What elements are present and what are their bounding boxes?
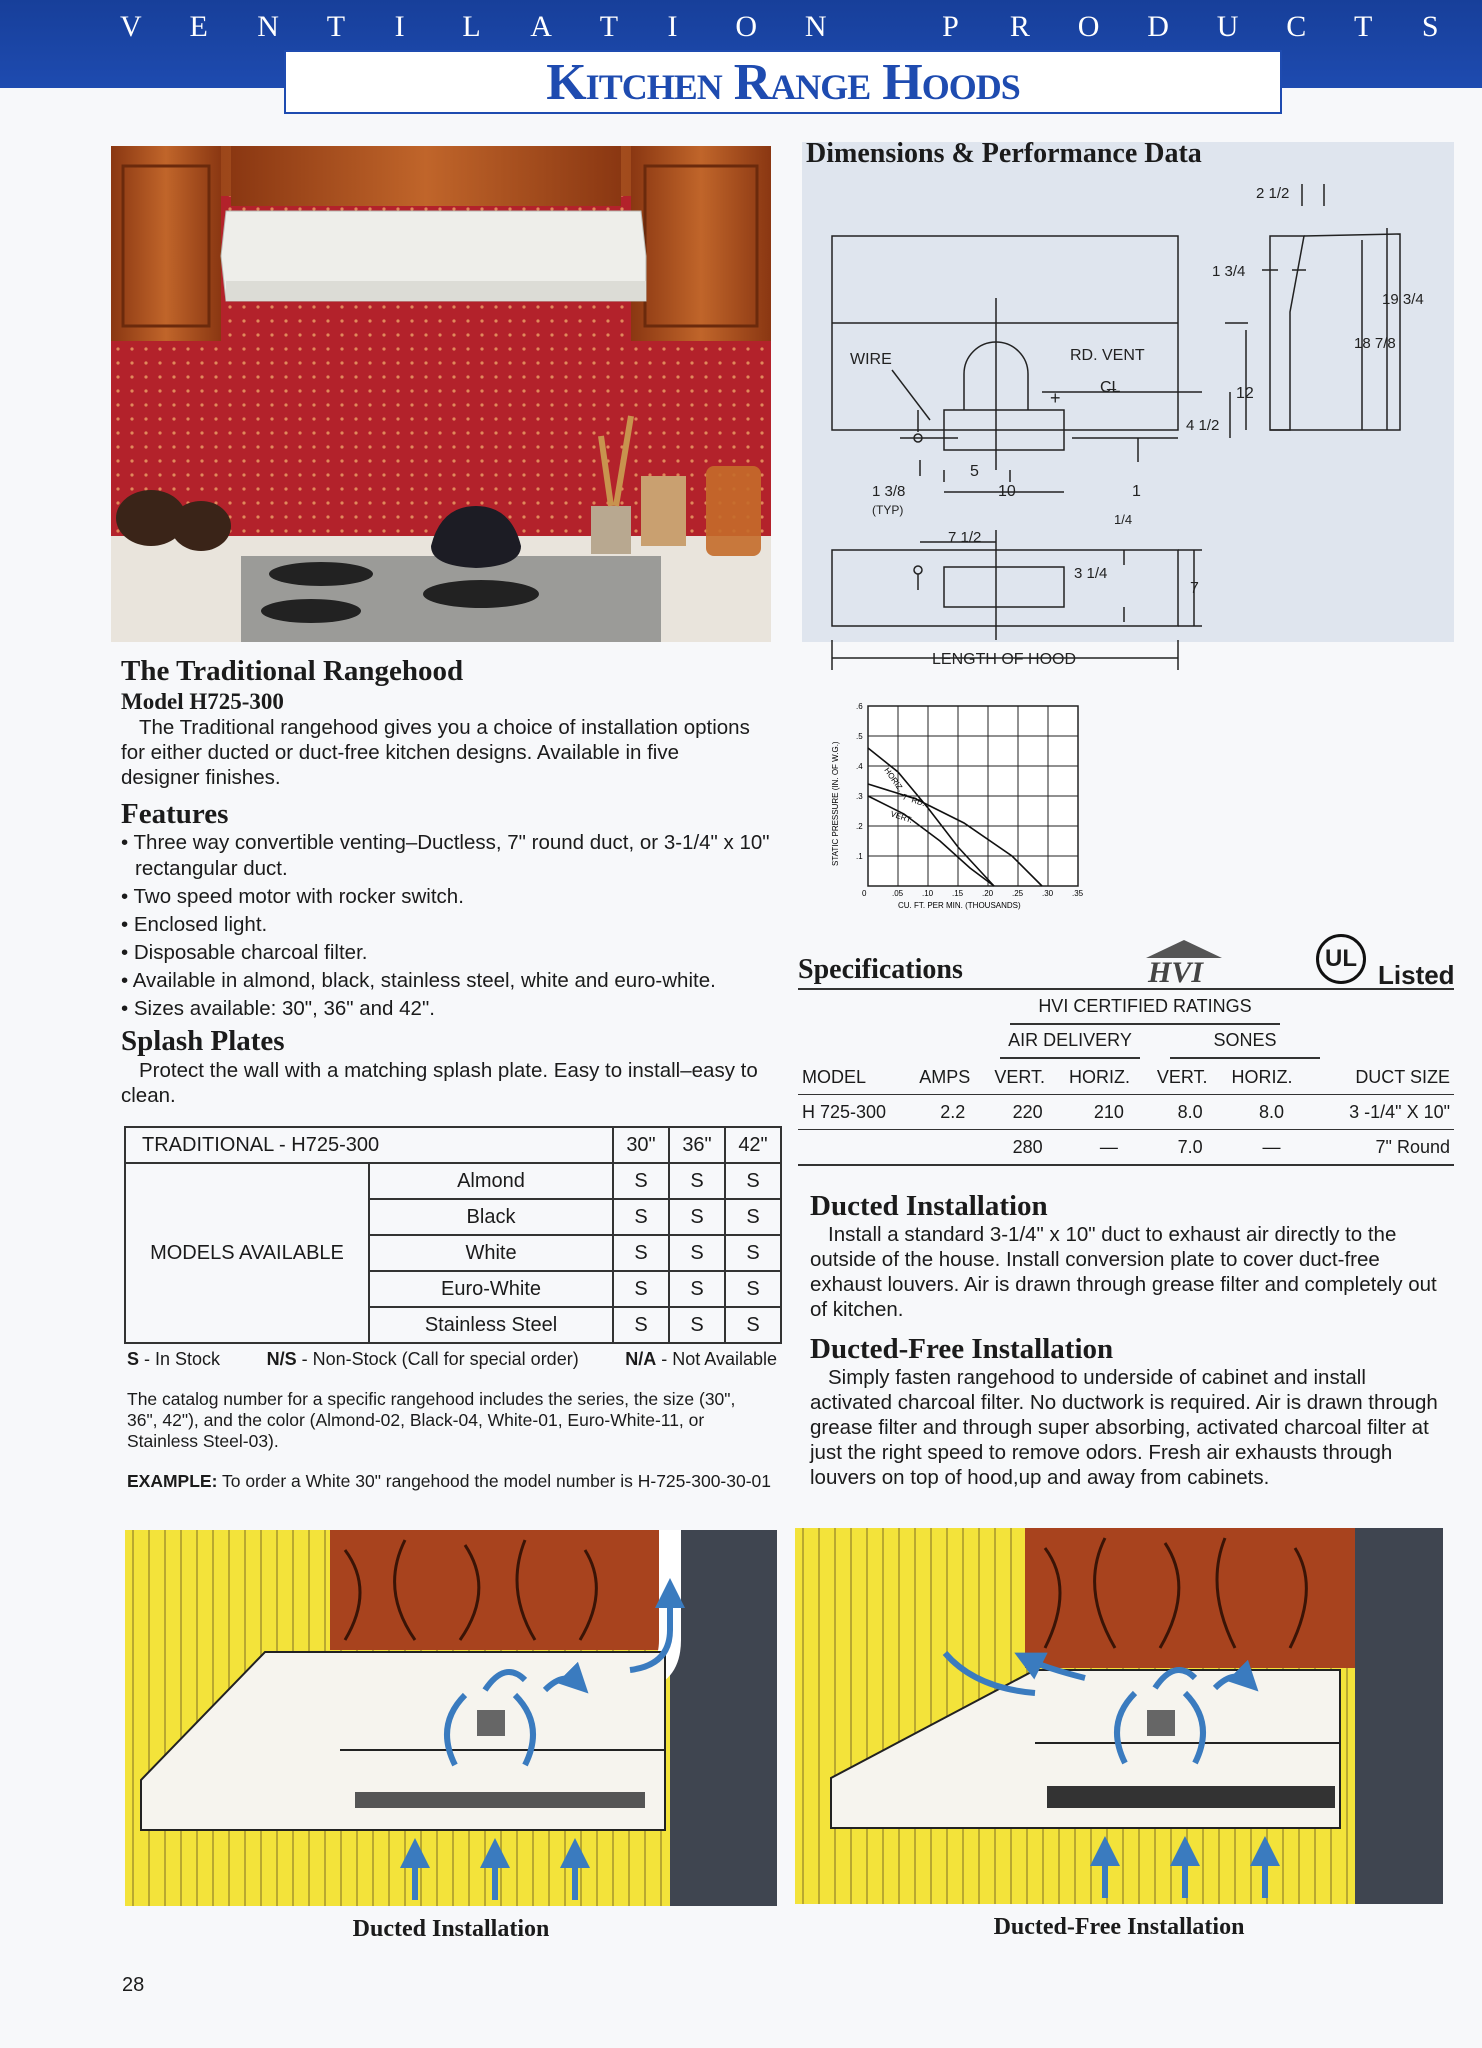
dimensions-diagram xyxy=(802,170,1454,680)
chart-ylabel: STATIC PRESSURE (IN. OF W.G.) xyxy=(831,741,840,866)
model-color: White xyxy=(369,1235,613,1271)
ductfree-heading: Ducted-Free Installation xyxy=(810,1333,1114,1365)
dim-2-1-2: 2 1/2 xyxy=(1256,185,1290,202)
specs-rule xyxy=(798,988,1454,990)
band-letter: I xyxy=(667,10,678,43)
chart-x-tick: .05 xyxy=(892,889,904,898)
centerline-label: C̶L xyxy=(1100,379,1121,396)
chart-x-tick: .15 xyxy=(952,889,964,898)
spec-cell: H 725-300 xyxy=(802,1101,887,1122)
spec-cell: 7" Round xyxy=(1375,1136,1450,1157)
chart-series-label: 7" RD. xyxy=(901,792,927,809)
chart-y-tick: .4 xyxy=(856,762,863,771)
features-heading: Features xyxy=(121,798,229,830)
band-letter: D xyxy=(1147,10,1169,43)
length-of-hood-label: LENGTH OF HOOD xyxy=(932,651,1077,668)
spec-cell: 220 xyxy=(1012,1101,1043,1122)
band-letter: T xyxy=(326,10,346,43)
stock-legend xyxy=(127,1349,777,1370)
stock-cell: S xyxy=(613,1199,669,1235)
models-table xyxy=(124,1126,782,1344)
stock-cell: S xyxy=(669,1199,725,1235)
sones-header: SONES xyxy=(1170,1030,1320,1059)
stock-cell: S xyxy=(725,1163,781,1199)
dim-12: 12 xyxy=(1236,385,1254,402)
product-heading: The Traditional Rangehood xyxy=(121,655,464,687)
ducted-illustration xyxy=(125,1530,777,1906)
band-letter: N xyxy=(804,10,827,43)
stock-cell: S xyxy=(669,1235,725,1271)
splash-text: Protect the wall with a matching splash plate. Easy to install–easy to clean. xyxy=(121,1059,758,1107)
chart-x-tick: .25 xyxy=(1012,889,1024,898)
chart-y-tick: .5 xyxy=(856,732,863,741)
product-model: Model H725-300 xyxy=(121,689,284,714)
features-list xyxy=(121,830,771,1024)
band-letter: C xyxy=(1286,10,1307,43)
spec-cell: — xyxy=(1099,1136,1118,1157)
chart-series-label: VERT. xyxy=(889,809,914,825)
dim-19-3-4: 19 3/4 xyxy=(1382,291,1424,308)
ducted-text: Install a standard 3-1/4" x 10" duct to exhaust air directly to the outside of the house. Install conversion plate to cover duct-free exhaust louvers. Air is drawn through grease filter and completely out of kitchen. xyxy=(810,1223,1437,1321)
header-band-text xyxy=(0,10,1482,50)
spec-col: AMPS xyxy=(919,1066,971,1087)
band-letter: S xyxy=(1421,10,1439,43)
size-header: 30" xyxy=(613,1127,669,1163)
models-table-title: TRADITIONAL - H725-300 xyxy=(125,1127,613,1163)
feature-item: • Two speed motor with rocker switch. xyxy=(121,884,771,910)
size-header: 42" xyxy=(725,1127,781,1163)
hvi-ratings-header: HVI CERTIFIED RATINGS xyxy=(1010,996,1280,1025)
product-intro: The Traditional rangehood gives you a choice of installation options for either ducted or duct-free kitchen designs. Available in five designer finishes. xyxy=(121,716,750,789)
chart-x-tick: .20 xyxy=(982,889,994,898)
dim-7-1-2: 7 1/2 xyxy=(948,529,982,546)
models-available-label: MODELS AVAILABLE xyxy=(125,1163,369,1343)
page-number: 28 xyxy=(122,1974,145,1996)
page-title: Kitchen Range Hoods xyxy=(546,53,1020,111)
legend-item: S - In Stock xyxy=(127,1349,221,1369)
performance-chart xyxy=(828,696,1098,916)
band-letter xyxy=(874,10,894,50)
spec-cell: 8.0 xyxy=(1258,1101,1284,1122)
stock-cell: S xyxy=(613,1271,669,1307)
spec-col: MODEL xyxy=(802,1066,867,1087)
spec-cell xyxy=(915,1130,990,1166)
spec-cell: 8.0 xyxy=(1177,1101,1203,1122)
stock-cell: S xyxy=(669,1163,725,1199)
ductfree-text: Simply fasten rangehood to underside of cabinet and install activated charcoal filter. No ductwork is required. Air is drawn through grease filter and through super absorbing, activated charcoal filter at just the right speed to remove odors. Fresh air exhausts through louvers on top of hood,up and away from cabinets. xyxy=(810,1366,1438,1489)
spec-cell: — xyxy=(1262,1136,1281,1157)
chart-x-tick: .30 xyxy=(1042,889,1054,898)
spec-col: VERT. xyxy=(1156,1066,1208,1087)
crosshair-plus: + xyxy=(1050,388,1061,408)
stock-cell: S xyxy=(669,1271,725,1307)
spec-cell: 2.2 xyxy=(940,1101,966,1122)
dim-7: 7 xyxy=(1190,580,1199,597)
dim-18-7-8: 18 7/8 xyxy=(1354,335,1396,352)
band-letter: P xyxy=(942,10,959,43)
catalog-note: The catalog number for a specific rangehood includes the series, the size (30", 36", 42"), and the color (Almond-02, Black-04, White-01, Euro-White-11, or Stainless Steel-03). xyxy=(127,1389,736,1451)
band-letter: T xyxy=(1354,10,1373,43)
chart-x-tick: .35 xyxy=(1072,889,1084,898)
feature-item: • Disposable charcoal filter. xyxy=(121,940,771,966)
band-letter: I xyxy=(394,10,405,43)
chart-xlabel: CU. FT. PER MIN. (THOUSANDS) xyxy=(898,901,1021,910)
rd-vent-label: RD. VENT xyxy=(1070,347,1145,364)
dim-1-3-8: 1 3/8 xyxy=(872,483,906,500)
band-letter: A xyxy=(530,10,552,43)
dim-1: 1 xyxy=(1132,483,1141,500)
spec-cell: 210 xyxy=(1093,1101,1124,1122)
ducted-heading: Ducted Installation xyxy=(810,1190,1048,1222)
air-delivery-header: AIR DELIVERY xyxy=(1000,1030,1140,1059)
dim-3-1-4: 3 1/4 xyxy=(1074,565,1108,582)
spec-col: HORIZ. xyxy=(1231,1066,1293,1087)
dimensions-heading: Dimensions & Performance Data xyxy=(806,138,1202,169)
dim-typ: (TYP) xyxy=(872,503,904,517)
feature-item: • Three way convertible venting–Ductless, 7" round duct, or 3-1/4" x 10" rectangular duct. xyxy=(121,830,771,882)
dim-1-4: 1/4 xyxy=(1114,512,1133,527)
band-letter: V xyxy=(120,10,142,43)
spec-col: HORIZ. xyxy=(1069,1066,1131,1087)
band-letter: E xyxy=(189,10,208,43)
ducted-caption: Ducted Installation xyxy=(352,1916,550,1942)
spec-col: VERT. xyxy=(994,1066,1045,1087)
spec-cell: 280 xyxy=(1012,1136,1043,1157)
dim-5: 5 xyxy=(970,463,979,480)
feature-item: • Enclosed light. xyxy=(121,912,771,938)
spec-cell: 7.0 xyxy=(1177,1136,1203,1157)
stock-cell: S xyxy=(613,1307,669,1343)
band-letter: O xyxy=(1077,10,1100,43)
model-color: Stainless Steel xyxy=(369,1307,613,1343)
chart-x-tick: .10 xyxy=(922,889,934,898)
hvi-logo xyxy=(1142,936,1226,986)
legend-item: N/S - Non-Stock (Call for special order) xyxy=(266,1349,579,1369)
model-color: Euro-White xyxy=(369,1271,613,1307)
band-letter: T xyxy=(599,10,619,43)
spec-cell: 3 -1/4" X 10" xyxy=(1349,1101,1450,1122)
ul-listed: Listed xyxy=(1378,960,1455,990)
specs-heading: Specifications xyxy=(798,954,963,985)
ductfree-illustration xyxy=(795,1528,1443,1904)
splash-heading: Splash Plates xyxy=(121,1025,285,1057)
band-letter: R xyxy=(1009,10,1030,43)
stock-cell: S xyxy=(725,1199,781,1235)
stock-cell: S xyxy=(725,1235,781,1271)
specs-table xyxy=(798,1060,1454,1166)
feature-item: • Sizes available: 30", 36" and 42". xyxy=(121,996,771,1022)
chart-y-tick: .3 xyxy=(856,792,863,801)
kitchen-photo xyxy=(111,146,771,642)
title-box xyxy=(284,50,1282,114)
legend-item: N/A - Not Available xyxy=(625,1349,777,1369)
chart-x-tick: 0 xyxy=(862,889,867,898)
model-color: Black xyxy=(369,1199,613,1235)
wire-label: WIRE xyxy=(850,351,892,368)
order-example: EXAMPLE: To order a White 30" rangehood the model number is H-725-300-30-01 xyxy=(127,1471,772,1491)
chart-y-tick: .1 xyxy=(856,852,863,861)
dim-1-3-4: 1 3/4 xyxy=(1212,263,1246,280)
band-letter: O xyxy=(735,10,757,43)
band-letter: U xyxy=(1216,10,1239,43)
stock-cell: S xyxy=(613,1163,669,1199)
band-letter: L xyxy=(462,10,481,43)
feature-item: • Available in almond, black, stainless steel, white and euro-white. xyxy=(121,968,771,994)
dim-10: 10 xyxy=(998,483,1016,500)
band-letter: N xyxy=(257,10,279,43)
model-color: Almond xyxy=(369,1163,613,1199)
stock-cell: S xyxy=(669,1307,725,1343)
stock-cell: S xyxy=(725,1271,781,1307)
stock-cell: S xyxy=(613,1235,669,1271)
size-header: 36" xyxy=(669,1127,725,1163)
spec-cell xyxy=(798,1130,915,1166)
spec-col: DUCT SIZE xyxy=(1355,1066,1450,1087)
ul-logo: UL xyxy=(1316,934,1366,984)
chart-y-tick: .2 xyxy=(856,822,863,831)
chart-series-label: HORIZ. xyxy=(882,765,906,794)
ductfree-caption: Ducted-Free Installation xyxy=(993,1914,1245,1940)
chart-y-tick: .6 xyxy=(856,702,863,711)
svg-text:HVI: HVI xyxy=(1148,956,1204,986)
dim-4-1-2: 4 1/2 xyxy=(1186,417,1220,434)
stock-cell: S xyxy=(725,1307,781,1343)
